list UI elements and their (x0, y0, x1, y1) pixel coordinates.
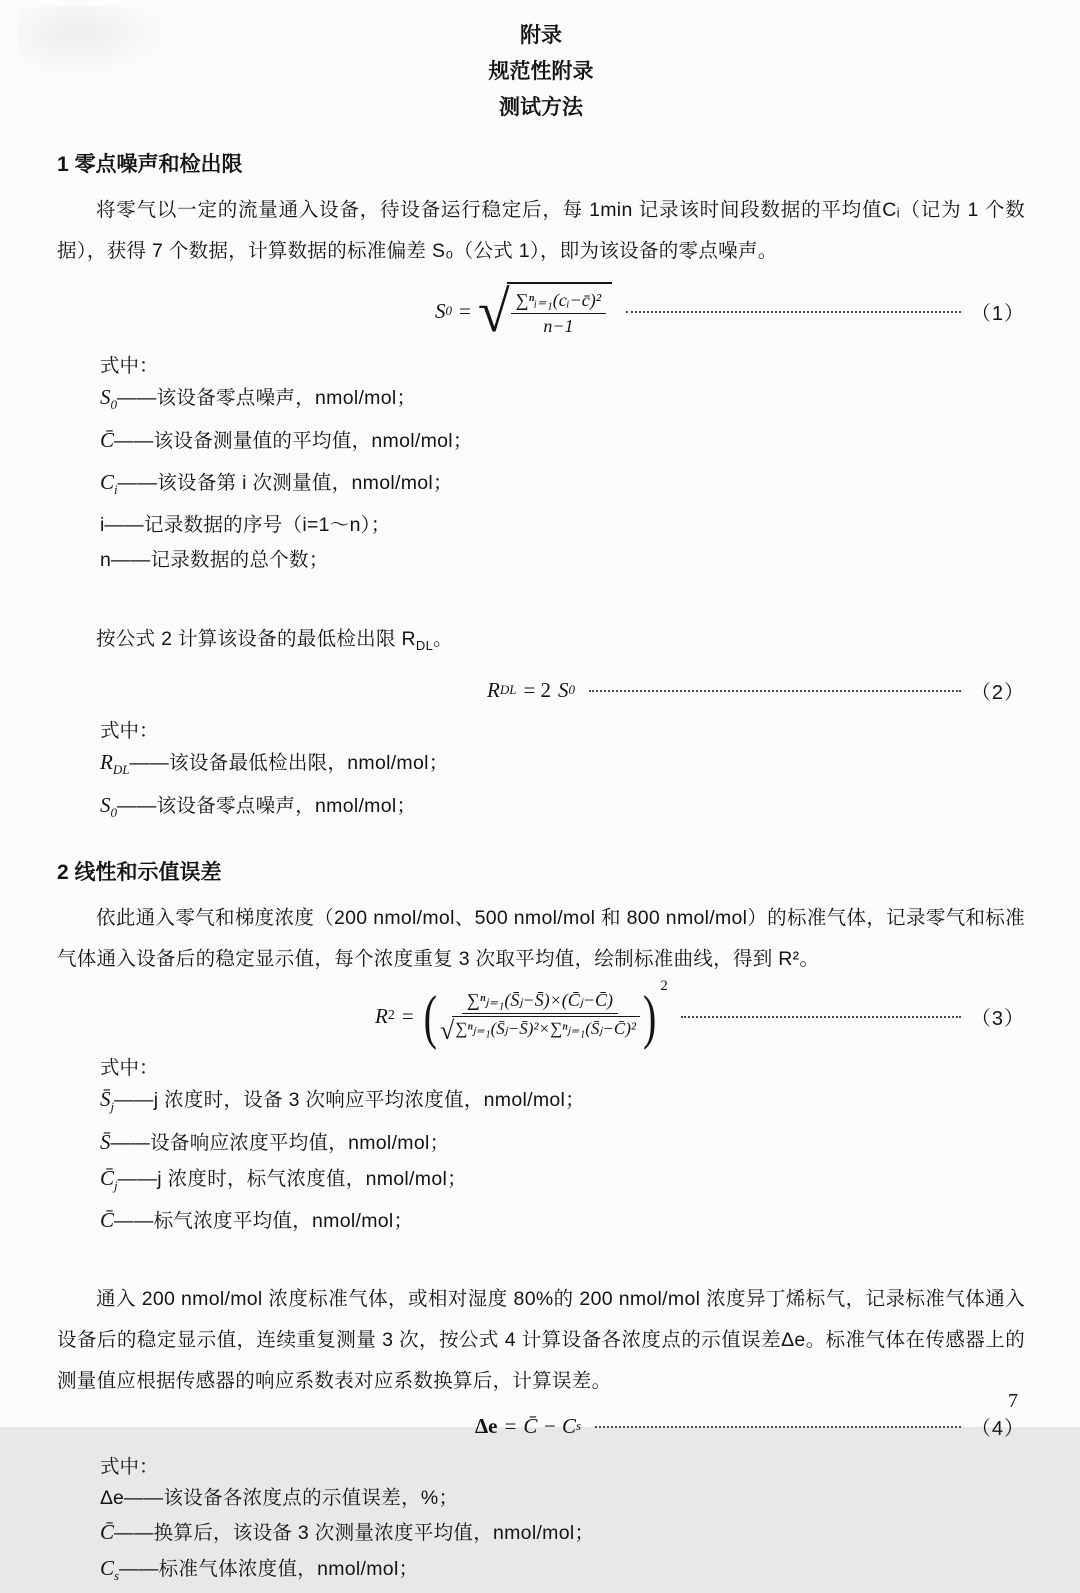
math-symbol: C̄ (100, 1165, 115, 1190)
definition-text: ——换算后，该设备 3 次测量浓度平均值，nmol/mol； (114, 1522, 595, 1545)
math-subscript: 0 (445, 303, 452, 318)
section-1-paragraph-2: 按公式 2 计算该设备的最低检出限 $R_{DL}$。 (96, 628, 453, 653)
radical (477, 279, 612, 344)
math-symbol: Δe (475, 1413, 498, 1438)
radical: √ ∑ⁿⱼ₌₁(S̄ⱼ−S̄)²×∑ⁿⱼ₌₁(S̄ⱼ−C̄)² (440, 1016, 640, 1042)
definition-row (100, 465, 1025, 508)
formula-2-expression (487, 678, 575, 703)
definition-text: ——j 浓度时，标气浓度值，nmol/mol； (117, 1167, 467, 1190)
dotted-leader (595, 1426, 961, 1428)
definition-text: ——该设备第 i 次测量值，nmol/mol； (117, 472, 453, 495)
definition-text: ——该设备各浓度点的示值误差，%； (123, 1486, 459, 1509)
formula-3-expression (375, 977, 668, 1051)
close-paren: ) (642, 982, 657, 1051)
definition-row (100, 543, 1025, 578)
section-2-paragraph: 依此通入零气和梯度浓度（200 nmol/mol、500 nmol/mol 和 800 nmol/mol）的标准气体，记录零气和标准气体通入设备后的稳定显示值，每个浓度重复 3 次取平均值，绘制标准曲线，得到 R²。 (57, 907, 1025, 971)
formula-4 (57, 1412, 1025, 1441)
formula-4-number: （4） (970, 1417, 1025, 1440)
dotted-leader (681, 1016, 961, 1018)
definition-text: ——记录数据的总个数； (110, 548, 329, 571)
math-subscript: s (114, 1567, 120, 1583)
open-paren: ( (423, 982, 437, 1051)
fraction (440, 990, 640, 1046)
fraction-denominator: n−1 (543, 316, 574, 336)
math-superscript: 2 (660, 977, 668, 994)
math-symbol: C̄ − C (523, 1413, 577, 1438)
math-symbol: Δe (100, 1486, 124, 1509)
formula-1-expression (435, 279, 612, 344)
math-symbol: C (100, 1555, 115, 1580)
formula-2 (57, 676, 1025, 705)
where-label: 式中： (100, 1455, 159, 1478)
math-subscript: s (576, 1418, 582, 1434)
math-subscript: j (110, 1099, 115, 1115)
math-symbol: S (558, 677, 569, 702)
definition-text: ——该设备最低检出限，nmol/mol； (129, 751, 449, 774)
definition-row (100, 423, 1025, 466)
math-symbol: R (375, 1003, 388, 1028)
page-number: 7 (1008, 1390, 1018, 1412)
section-1-paragraph: 将零气以一定的流量通入设备，待设备运行稳定后，每 1min 记录该时间段数据的平均值Cᵢ（记为 1 个数据），获得 7 个数据，计算数据的标准偏差 S₀（公式 1），即为该设备的零点噪声。 (57, 199, 1025, 262)
math-subscript: i (114, 482, 118, 498)
definition-text: ——标气浓度平均值，nmol/mol； (114, 1210, 414, 1233)
appendix-subtitle: 规范性附录 (488, 60, 594, 83)
math-subscript: 0 (110, 804, 117, 820)
math-symbol: S (100, 792, 111, 817)
math-superscript: 2 (387, 1008, 395, 1024)
math-subscript: DL (415, 637, 434, 653)
appendix-title: 附录 (520, 24, 562, 47)
fraction (511, 290, 606, 337)
math-symbol: S̄ (100, 1130, 111, 1155)
formula-2-number: （2） (970, 681, 1025, 704)
math-symbol: R (100, 749, 113, 774)
dotted-leader (626, 311, 961, 313)
math-symbol: S (435, 298, 446, 323)
definition-text: ——j 浓度时，设备 3 次响应平均浓度值，nmol/mol； (114, 1089, 585, 1112)
section-2-heading: 2 线性和示值误差 (57, 861, 222, 885)
math-subscript: 0 (568, 682, 576, 698)
dotted-leader (589, 690, 961, 692)
math-subscript: j (114, 1177, 118, 1193)
fraction-numerator: ∑ⁿⱼ₌₁(S̄ⱼ−S̄)×(C̄ⱼ−C̄) (462, 990, 618, 1014)
math-symbol: C̄ (100, 1208, 115, 1233)
radical-sign-icon: √ (440, 1016, 455, 1046)
title-block (57, 14, 1025, 126)
definition-text: ——标准气体浓度值，nmol/mol； (119, 1557, 419, 1580)
where-label: 式中： (100, 355, 159, 377)
section-1-heading: 1 零点噪声和检出限 (57, 153, 243, 176)
equals-sign: = (401, 1003, 414, 1028)
math-subscript: 0 (110, 397, 117, 413)
math-symbol: S (100, 385, 111, 409)
definition-text: ——该设备零点噪声，nmol/mol； (117, 387, 417, 409)
definition-row (100, 1161, 1025, 1204)
math-symbol: C̄ (100, 427, 115, 452)
radical-sign-icon: √ (477, 279, 510, 344)
formula-3-number: （3） (970, 1007, 1025, 1030)
section-2-paragraph-2: 通入 200 nmol/mol 浓度标准气体，或相对湿度 80%的 200 nmol/mol 浓度异丁烯标气，记录标准气体通入设备后的稳定显示值，连续重复测量 3 次，按公式 4 计算设备各浓度点的示值误差Δe。标准气体在传感器上的测量值应根据传感器的响应系数表对应系数换算后，计算误差。 (57, 1287, 1025, 1392)
math-symbol: C (100, 470, 115, 495)
math-subscript: DL (499, 682, 517, 698)
definition-text: ——设备响应浓度平均值，nmol/mol； (110, 1132, 450, 1155)
formula-3 (57, 977, 1025, 1051)
definition-row (100, 1551, 1025, 1593)
fraction-denominator (440, 1014, 640, 1046)
math-symbol: S̄ (100, 1087, 111, 1112)
math-symbol: i (100, 514, 105, 537)
math-symbol: R (487, 677, 500, 702)
definition-row (100, 1203, 1025, 1239)
definition-row (100, 1082, 1025, 1125)
fraction-numerator: ∑ⁿᵢ₌₁(cᵢ−c̄)² (511, 290, 606, 314)
definition-row (100, 745, 1025, 788)
definition-row (100, 380, 1025, 423)
math-symbol: n (100, 548, 111, 571)
equals-sign: = (459, 298, 471, 323)
definition-row (100, 508, 1025, 543)
where-label: 式中： (100, 1057, 159, 1080)
formula-4-expression (475, 1414, 581, 1439)
definition-row (100, 1481, 1025, 1516)
definition-row (100, 1125, 1025, 1161)
definition-text: ——该设备零点噪声，nmol/mol； (117, 794, 417, 817)
definition-text: ——记录数据的序号（i=1～n）； (104, 514, 391, 537)
formula-1 (57, 279, 1025, 344)
definition-text: ——该设备测量值的平均值，nmol/mol； (114, 429, 473, 452)
equals-sign: = 2 (523, 677, 552, 702)
appendix-subtitle2: 测试方法 (499, 96, 583, 119)
definition-row (100, 788, 1025, 831)
definition-row (100, 1515, 1025, 1551)
equals-sign: = (504, 1413, 517, 1438)
formula-1-number: （1） (970, 302, 1025, 325)
math-subscript: DL (112, 762, 130, 778)
where-label: 式中： (100, 719, 159, 742)
math-symbol: C̄ (100, 1520, 115, 1545)
